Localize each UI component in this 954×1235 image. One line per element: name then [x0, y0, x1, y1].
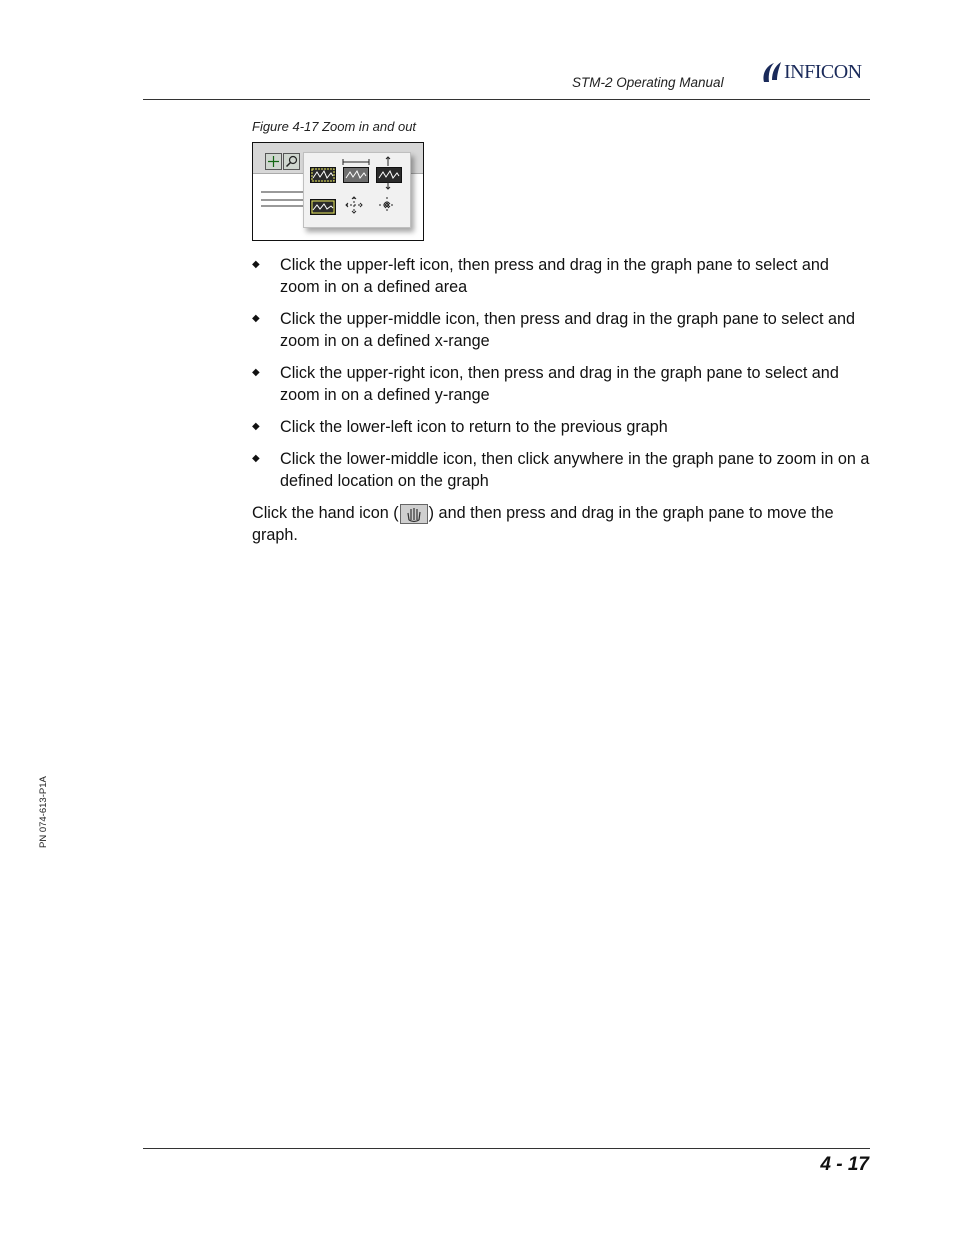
hand-icon-paragraph: [252, 502, 870, 546]
header-rule: [143, 99, 870, 100]
zoom-x-range-icon: [343, 167, 369, 183]
paragraph-text-before: Click the hand icon (: [252, 504, 399, 522]
zoom-figure: [252, 142, 424, 241]
zoom-tool-icon: [283, 153, 300, 170]
list-item: [252, 308, 870, 352]
diamond-bullet-icon: ◆: [252, 421, 260, 432]
list-item-text: Click the upper-right icon, then press and drag in the graph pane to select and zoom in on a defined y-range: [280, 364, 839, 404]
instruction-list: [252, 254, 870, 492]
diamond-bullet-icon: ◆: [252, 367, 260, 378]
figure-line: [261, 191, 307, 193]
body-content: [252, 254, 870, 546]
previous-graph-icon: [310, 199, 336, 215]
list-item-text: Click the upper-left icon, then press and drag in the graph pane to select and zoom in on a defined area: [280, 256, 829, 296]
crosshair-tool-icon: [265, 153, 282, 170]
running-header-title: STM-2 Operating Manual: [572, 75, 724, 90]
inficon-logo: [760, 58, 862, 86]
page-number: 4 - 17: [820, 1154, 869, 1175]
list-item-text: Click the upper-middle icon, then press and drag in the graph pane to select and zoom in on a defined x-range: [280, 310, 856, 350]
hand-icon: [400, 504, 428, 524]
list-item: [252, 254, 870, 298]
footer-rule: [143, 1148, 870, 1149]
figure-line: [261, 205, 307, 207]
inficon-swoosh-icon: [760, 60, 782, 84]
part-number-label: PN 074-613-P1A: [38, 776, 49, 848]
logo-wordmark: INFICON: [784, 60, 862, 83]
diamond-bullet-icon: ◆: [252, 453, 260, 464]
figure-caption: Figure 4-17 Zoom in and out: [252, 119, 417, 134]
diamond-bullet-icon: ◆: [252, 313, 260, 324]
list-item-text: Click the lower-middle icon, then click anywhere in the graph pane to zoom in on a defined location on the graph: [280, 450, 870, 490]
x-range-arrows-icon: [342, 158, 370, 166]
diamond-bullet-icon: ◆: [252, 259, 260, 270]
zoom-area-icon: [310, 167, 336, 183]
list-item: [252, 448, 870, 492]
list-item: [252, 362, 870, 406]
zoom-out-point-icon: [378, 196, 396, 214]
zoom-in-point-icon: [345, 196, 363, 214]
y-range-arrows-icon: [384, 156, 392, 190]
list-item-text: Click the lower-left icon to return to the previous graph: [280, 418, 668, 436]
figure-line: [261, 199, 307, 201]
paragraph-text-after: ) and then press and drag in the graph pane to move the graph.: [252, 504, 834, 544]
list-item: [252, 416, 870, 438]
zoom-popup-menu: [303, 152, 411, 228]
